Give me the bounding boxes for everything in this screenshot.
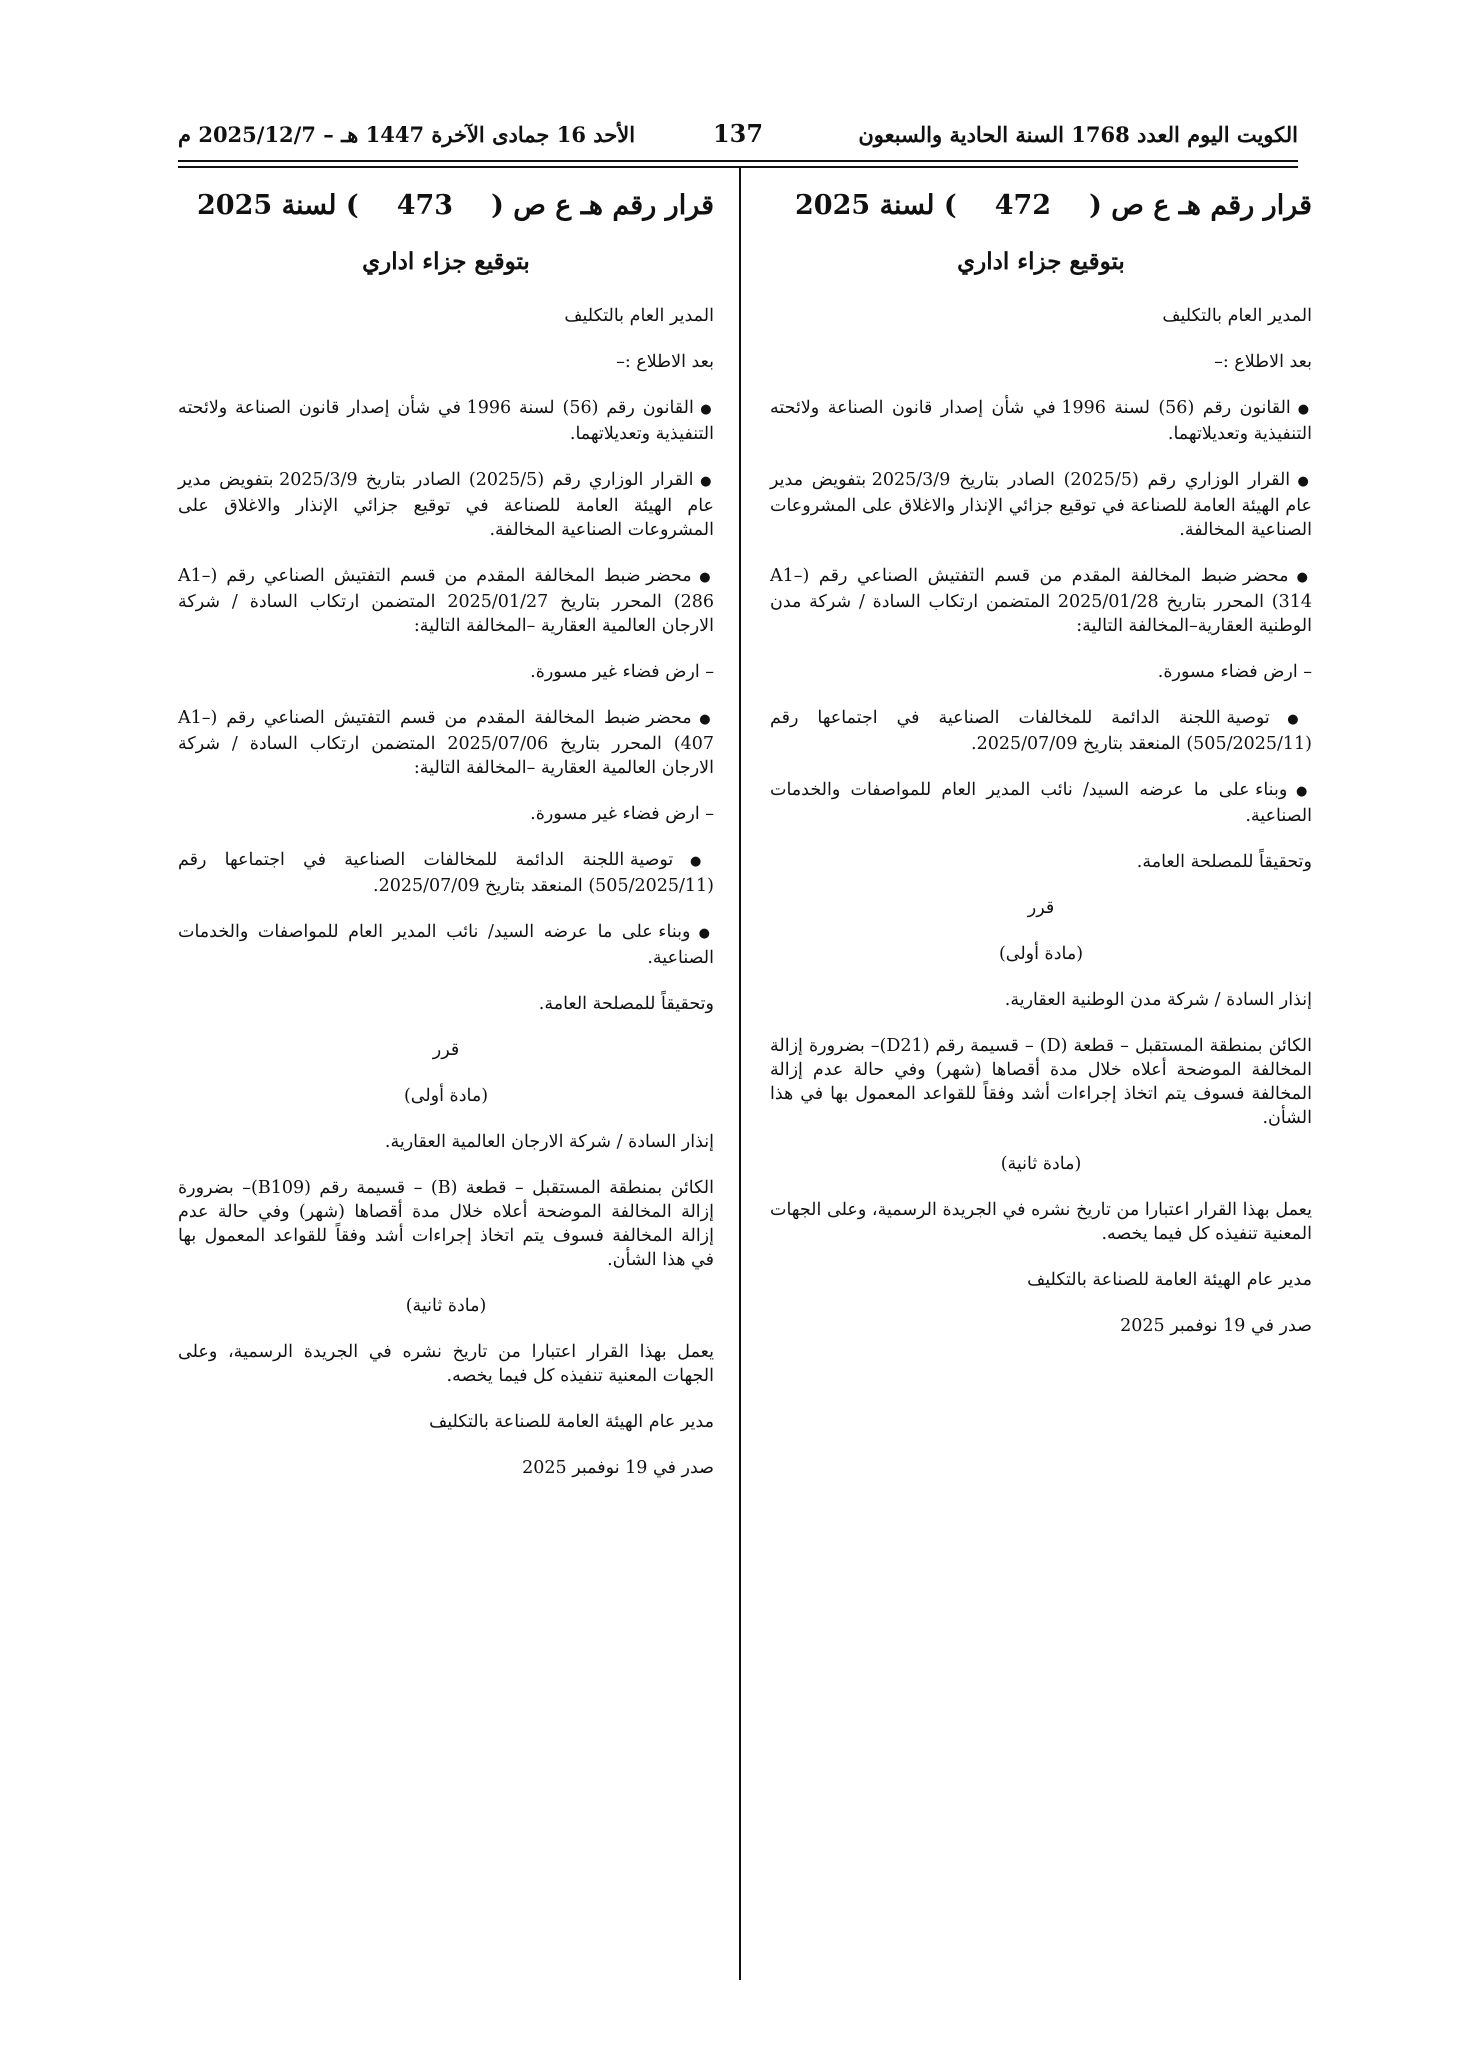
article-2-heading: (مادة ثانية) [1000, 1154, 1082, 1174]
after-review: بعد الاطلاع :– [1214, 352, 1312, 372]
public-interest: وتحقيقاً للمصلحة العامة. [538, 994, 714, 1014]
ministerial-decision: ● القرار الوزاري رقم (2025/5) الصادر بتاريخ 2025/3/9 بتفويض مدير عام الهيئة العامة للصناعة في توقيع جزائي الإنذار والاغلاق على المشروعات الصناعية المخالفة. [178, 468, 714, 542]
decision-subtitle: بتوقيع جزاء اداري [362, 248, 530, 275]
after-review: بعد الاطلاع :– [616, 352, 714, 372]
decision-title [178, 188, 714, 224]
decision-subtitle: بتوقيع جزاء اداري [957, 248, 1125, 275]
page-header [178, 119, 1298, 154]
article-1-warning: إنذار السادة / شركة مدن الوطنية العقارية. [1004, 990, 1312, 1010]
decision-472 [770, 180, 1312, 1360]
article-1-heading: (مادة أولى) [998, 944, 1084, 964]
issue-date: الأحد 16 جمادى الآخرة 1447 هـ – 2025/12/7 م [178, 122, 636, 147]
ministerial-decision: ● القرار الوزاري رقم (2025/5) الصادر بتاريخ 2025/3/9 بتفويض مدير عام الهيئة العامة للصناعة في توقيع جزائي الإنذار والاغلاق على المشروعات الصناعية المخالفة. [770, 468, 1312, 542]
article-1-warning: إنذار السادة / شركة الارجان العالمية العقارية. [384, 1132, 714, 1152]
gazette-issue: الكويت اليوم العدد 1768 السنة الحادية والسبعون [858, 122, 1298, 147]
article-1-heading: (مادة أولى) [403, 1086, 489, 1106]
title-suffix: ) لسنة 2025 [795, 190, 957, 221]
violation-report-2: ● محضر ضبط المخالفة المقدم من قسم التفتيش الصناعي رقم (A1–407) المحرر بتاريخ 2025/07/06 المتضمن ارتكاب السادة / شركة الارجان العالمية العقارية –المخالفة التالية: [178, 706, 714, 780]
article-2-body: يعمل بهذا القرار اعتبارا من تاريخ نشره في الجريدة الرسمية، وعلى الجهات المعنية تنفيذه كل فيما يخصه. [770, 1200, 1312, 1244]
violation-report: ● محضر ضبط المخالفة المقدم من قسم التفتيش الصناعي رقم (A1–286) المحرر بتاريخ 2025/01/27 المتضمن ارتكاب السادة / شركة الارجان العالمية العقارية –المخالفة التالية: [178, 564, 714, 638]
director-line: المدير العام بالتكليف [1162, 306, 1312, 326]
title-suffix: ) لسنة 2025 [197, 190, 359, 221]
title-prefix: قرار رقم هـ ع ص ( [1089, 190, 1312, 221]
page-number: 137 [712, 119, 764, 148]
proposal-line: ● وبناء على ما عرضه السيد/ نائب المدير العام للمواصفات والخدمات الصناعية. [178, 920, 714, 970]
decision-number: 473 [396, 190, 454, 221]
committee-recommendation: ● توصية اللجنة الدائمة للمخالفات الصناعية في اجتماعها رقم (505/2025/11) المنعقد بتاريخ 2025/07/09. [770, 706, 1312, 756]
violation-report: ● محضر ضبط المخالفة المقدم من قسم التفتيش الصناعي رقم (A1–314) المحرر بتاريخ 2025/01/28 المتضمن ارتكاب السادة / شركة مدن الوطنية العقارية–المخالفة التالية: [770, 564, 1312, 638]
signature-line: مدير عام الهيئة العامة للصناعة بالتكليف [1027, 1270, 1312, 1290]
committee-recommendation: ● توصية اللجنة الدائمة للمخالفات الصناعية في اجتماعها رقم (505/2025/11) المنعقد بتاريخ 2025/07/09. [178, 848, 714, 898]
law-reference: ● القانون رقم (56) لسنة 1996 في شأن إصدار قانون الصناعة ولائحته التنفيذية وتعديلاتهما. [770, 396, 1312, 446]
signature-line: مدير عام الهيئة العامة للصناعة بالتكليف [429, 1412, 714, 1432]
article-2-heading: (مادة ثانية) [405, 1296, 487, 1316]
violation-item-2: – ارض فضاء غير مسورة. [530, 804, 714, 824]
article-2-body: يعمل بهذا القرار اعتبارا من تاريخ نشره في الجريدة الرسمية، وعلى الجهات المعنية تنفيذه كل فيما يخصه. [178, 1342, 714, 1386]
decision-473 [178, 180, 714, 1502]
header-rule-bottom [178, 166, 1298, 168]
header-rule-top [178, 160, 1298, 162]
public-interest: وتحقيقاً للمصلحة العامة. [1136, 852, 1312, 872]
title-prefix: قرار رقم هـ ع ص ( [491, 190, 714, 221]
issued-date: صدر في 19 نوفمبر 2025 [522, 1458, 714, 1478]
decision-title [770, 188, 1312, 224]
law-reference: ● القانون رقم (56) لسنة 1996 في شأن إصدار قانون الصناعة ولائحته التنفيذية وتعديلاتهما. [178, 396, 714, 446]
violation-item: – ارض فضاء غير مسورة. [530, 662, 714, 682]
article-1-body: الكائن بمنطقة المستقبل – قطعة (B) – قسيمة رقم (B109)– بضرورة إزالة المخالفة الموضحة أعلاه خلال مدة أقصاها (شهر) وفي حالة عدم إزالة المخالفة فسوف يتم اتخاذ إجراءات أشد وفقاً للقواعد المعمول بها في هذا الشأن. [178, 1178, 714, 1270]
column-divider [739, 168, 741, 1980]
proposal-line: ● وبناء على ما عرضه السيد/ نائب المدير العام للمواصفات والخدمات الصناعية. [770, 778, 1312, 828]
decided-heading: قرر [432, 1040, 460, 1060]
decision-number: 472 [994, 190, 1052, 221]
issued-date: صدر في 19 نوفمبر 2025 [1120, 1316, 1312, 1336]
director-line: المدير العام بالتكليف [564, 306, 714, 326]
decided-heading: قرر [1027, 898, 1055, 918]
violation-item: – ارض فضاء مسورة. [1157, 662, 1312, 682]
article-1-body: الكائن بمنطقة المستقبل – قطعة (D) – قسيمة رقم (D21)– بضرورة إزالة المخالفة الموضحة أعلاه خلال مدة أقصاها (شهر) وفي حالة عدم إزالة المخالفة فسوف يتم اتخاذ إجراءات أشد وفقاً للقواعد المعمول بها في هذا الشأن. [770, 1036, 1312, 1128]
